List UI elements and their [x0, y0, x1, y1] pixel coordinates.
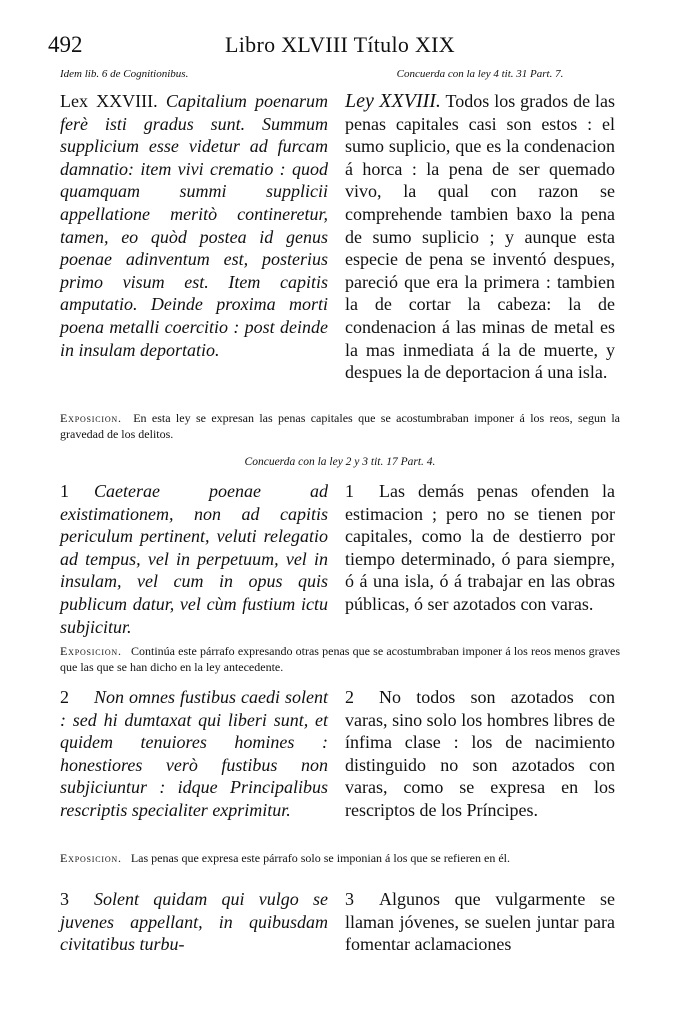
latin-law-heading: Lex XXVIII. — [60, 91, 158, 111]
paragraph-number: 3 — [60, 889, 69, 909]
exposicion-text: En esta ley se expresan las penas capitales que se acostumbraban imponer á los reos, segun la gravedad de los delitos. — [60, 411, 620, 441]
spanish-law-body: Todos los grados de las penas capitales casi son estos : el sumo suplicio, que es la condenacion á horca : la pena de ser quemado vivo, la qual con razon se comprehende tambien baxo la pena de sumo suplicio ; y aunque esta especie de pena se inventó despues, pareció que era la primera : tambien la de cortar la cabeza: la de condenacion á las minas de metal es la mas inmediata á la de muerte, y despues la de deportacion á una isla. — [345, 91, 615, 383]
latin-paragraph-text: Non omnes fustibus caedi solent : sed hi dumtaxat qui liberi sunt, et quidem tenuiores homines : honestiores verò fustibus non subjiciuntur : idque Principalibus rescriptis specialiter exprimitur. — [60, 687, 328, 820]
latin-law-body: Capitalium poenarum ferè isti gradus sunt. Summum supplicium esse videtur ad furcam damnatio: item vivi crematio : quod quamquam summi supplicii appellatione meritò contineretur, tamen, eo quòd postea id genus poenae adinventum est, posterius primo visum est. Item capitis amputatio. Deinde proxima morti poena metalli coercitio : post deinde in insulam deportatio. — [60, 91, 328, 360]
spanish-paragraph-3 — [345, 888, 615, 956]
latin-paragraph-3 — [60, 888, 328, 956]
latin-paragraph-1 — [60, 480, 328, 638]
exposicion-label: Exposicion. — [60, 851, 122, 865]
exposicion-paragraph-1 — [60, 643, 620, 675]
latin-paragraph-2 — [60, 686, 328, 822]
paragraph-number: 1 — [345, 481, 354, 501]
exposicion-law-28 — [60, 410, 620, 442]
paragraph-number: 2 — [345, 687, 354, 707]
paragraph-number: 2 — [60, 687, 69, 707]
spanish-paragraph-1 — [345, 480, 615, 616]
page-number: 492 — [48, 32, 83, 57]
spanish-paragraph-2 — [345, 686, 615, 822]
concord-line: Concuerda con la ley 2 y 3 tit. 17 Part. 4. — [244, 456, 436, 468]
exposicion-text: Continúa este párrafo expresando otras penas que se acostumbraban imponer á los reos menos graves que las que se han dicho en la ley antecedente. — [60, 644, 621, 674]
latin-paragraph-text: Caeterae poenae ad existimationem, non ad capitis periculum pertinent, veluti relegatio ad tempus, vel in perpetuum, vel in insulam, vel cum in opus quis publicum datur, vel cùm fustium ictu subjicitur. — [60, 481, 328, 637]
latin-paragraph-text: Solent quidam qui vulgo se juvenes appellant, in quibusdam civitatibus turbu- — [60, 889, 328, 955]
running-head — [48, 32, 632, 60]
spanish-paragraph-text: Las demás penas ofenden la estimacion ; pero no se tienen por capitales, como la de destierro por tiempo determinado, ó para siempre, ó á una isla, ó á trabajar en las obras públicas, ó ser azotados con varas. — [345, 481, 615, 614]
paragraph-number: 3 — [345, 889, 354, 909]
exposicion-text: Las penas que expresa este párrafo solo se imponian á los que se refieren en él. — [130, 851, 510, 865]
spanish-concord: Concuerda con la ley 4 tit. 31 Part. 7. — [396, 68, 564, 80]
latin-law-28 — [60, 90, 328, 361]
exposicion-label: Exposicion. — [60, 644, 122, 658]
paragraph-number: 1 — [60, 481, 69, 501]
exposicion-paragraph-2 — [60, 850, 620, 866]
spanish-law-28 — [345, 90, 615, 384]
running-title: Libro XLVIII Título XIX — [225, 32, 455, 57]
spanish-law-heading: Ley XXVIII. — [345, 90, 441, 112]
spanish-paragraph-text: Algunos que vulgarmente se llaman jóvenes, se suelen juntar para fomentar aclamaciones — [345, 889, 615, 955]
spanish-paragraph-text: No todos son azotados con varas, sino solo los hombres libres de ínfima clase : los de nacimiento distinguido no son azotados con varas, como se expresa en los rescriptos de los Príncipes. — [345, 687, 615, 820]
latin-source: Idem lib. 6 de Cognitionibus. — [60, 68, 189, 80]
exposicion-label: Exposicion. — [60, 411, 122, 425]
